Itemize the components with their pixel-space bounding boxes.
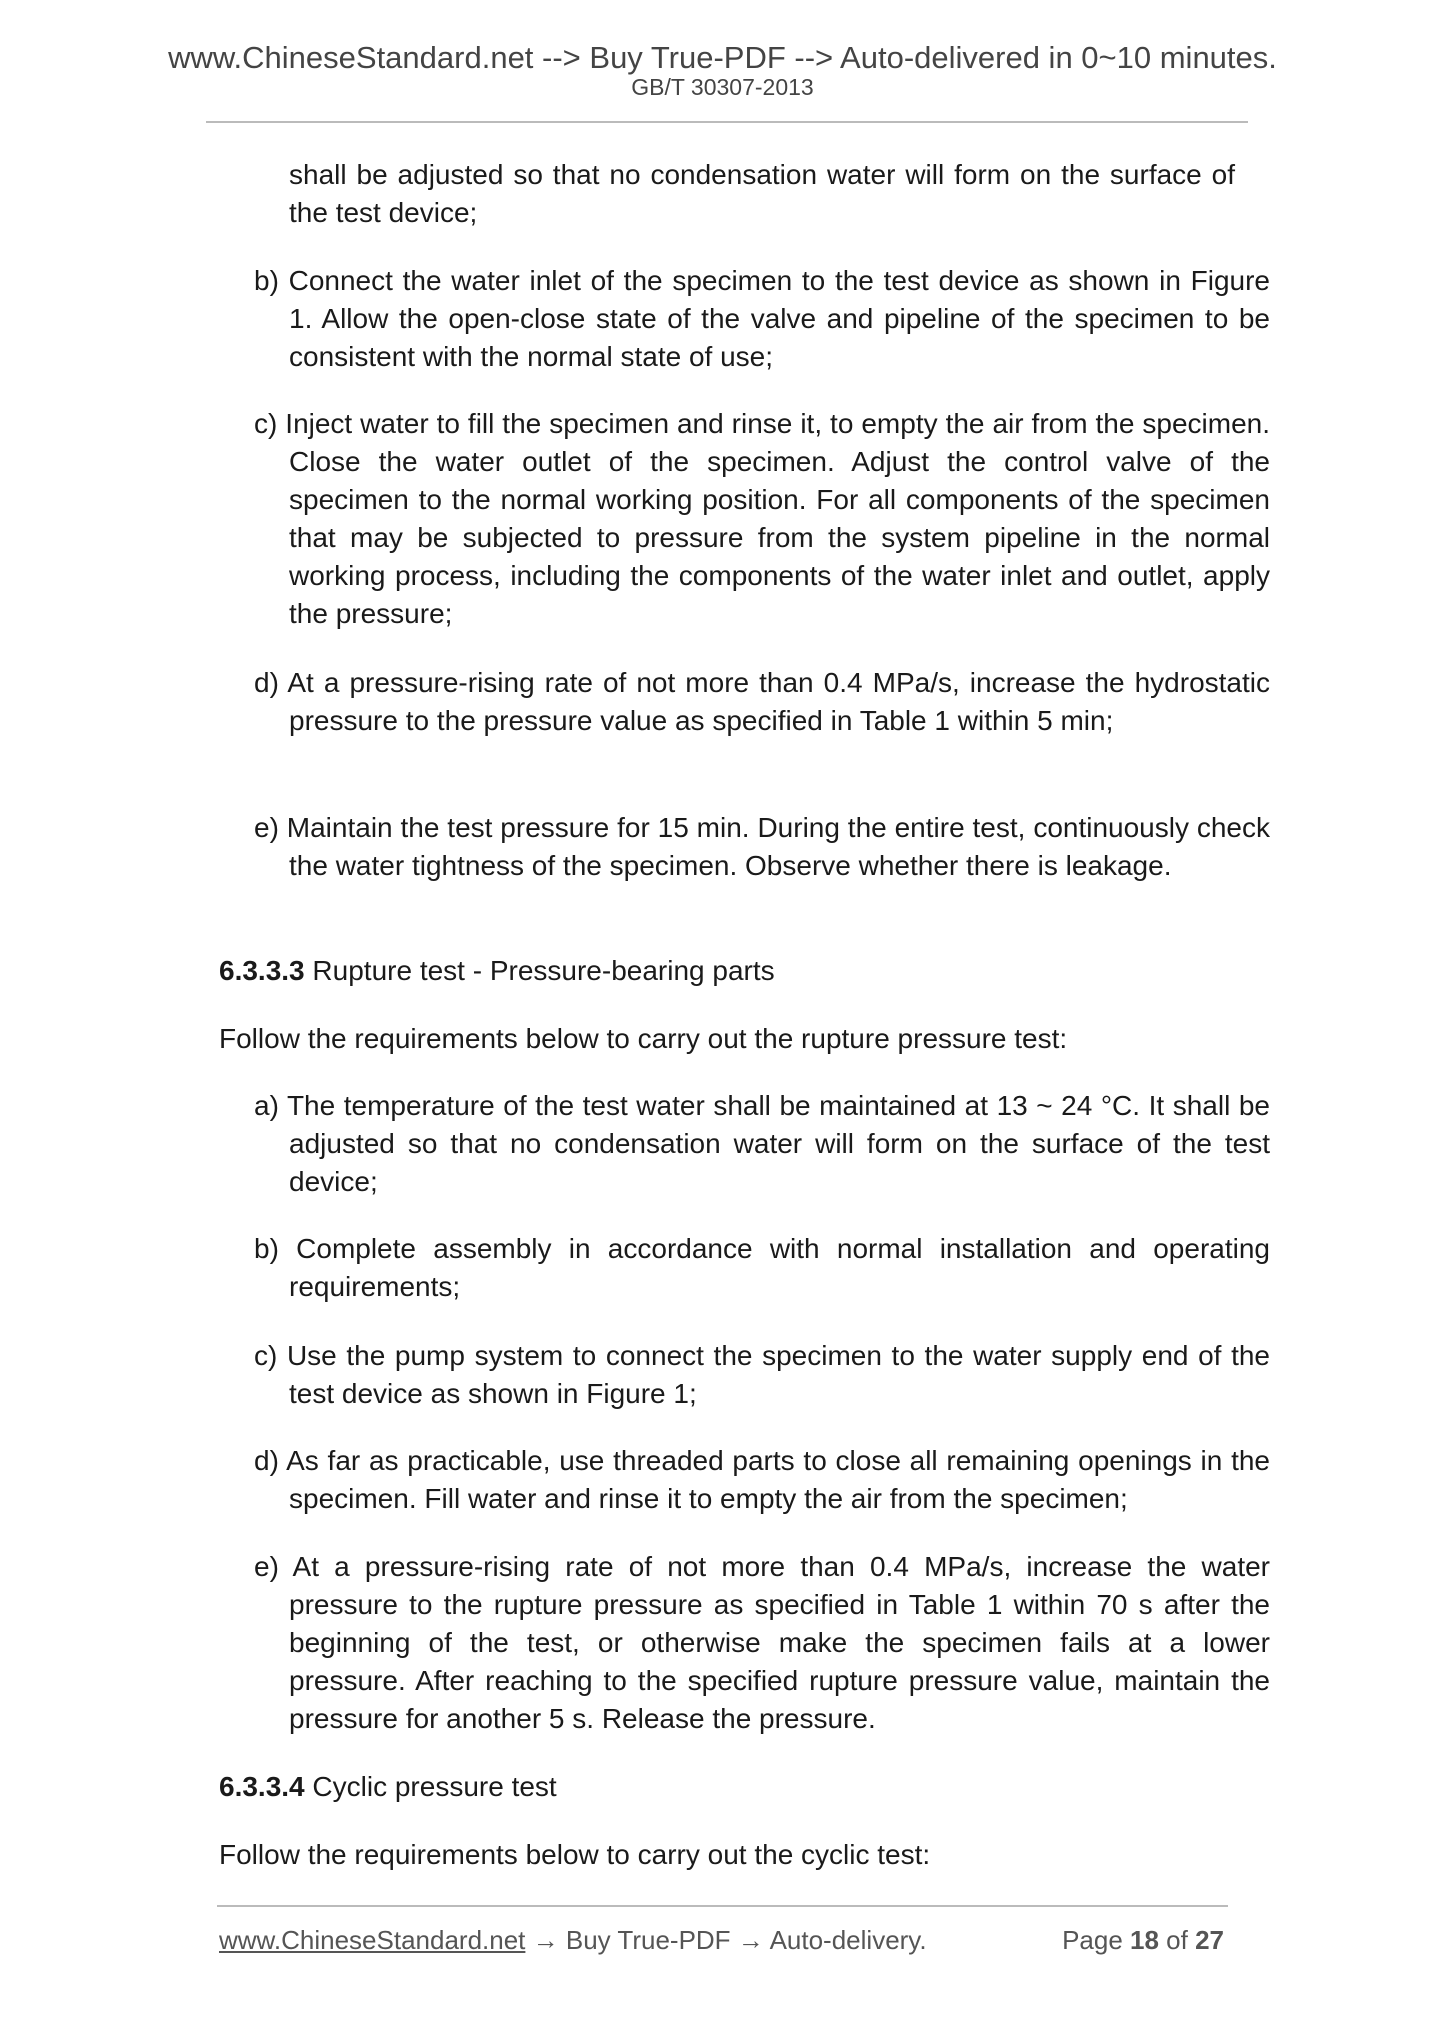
list-item: e) At a pressure-rising rate of not more than 0.4 MPa/s, increase the water pressure to the rupture pressure as specified in Table 1 within 70 s after the beginning of the test, or otherwise make the specimen fails at a lower pressure. After reaching to the specified rupture pressure value, maintain the pressure for another 5 s. Release the pressure. [254, 1551, 1270, 1734]
header-divider [206, 121, 1248, 123]
section-heading-6-3-3-4 [219, 1768, 1235, 1806]
total-pages: 27 [1195, 1925, 1224, 1955]
list-item: c) Use the pump system to connect the specimen to the water supply end of the test device as shown in Figure 1; [254, 1340, 1270, 1409]
page-label: Page [1062, 1925, 1131, 1955]
paragraph: shall be adjusted so that no condensation water will form on the surface of the test device; [289, 159, 1235, 228]
paragraph: Follow the requirements below to carry out the rupture pressure test: [219, 1023, 1068, 1054]
list-item: c) Inject water to fill the specimen and rinse it, to empty the air from the specimen. Close the water outlet of the specimen. Adjust the control valve of the specimen to the normal working position. For all components of the specimen that may be subjected to pressure from the system pipeline in the normal working process, including the components of the water inlet and outlet, apply the pressure; [254, 408, 1270, 629]
section-heading-6-3-3-3 [219, 952, 1235, 990]
of-label: of [1158, 1925, 1196, 1955]
section-number: 6.3.3.3 [219, 955, 305, 986]
page-number [1062, 1925, 1224, 1956]
paragraph: Follow the requirements below to carry out the cyclic test: [219, 1839, 931, 1870]
list-item: d) As far as practicable, use threaded parts to close all remaining openings in the specimen. Fill water and rinse it to empty the air from the specimen; [254, 1445, 1270, 1514]
list-item: e) Maintain the test pressure for 15 min. During the entire test, continuously check the water tightness of the specimen. Observe whether there is leakage. [254, 812, 1270, 881]
footer-left [219, 1925, 927, 1956]
site-link[interactable]: www.ChineseStandard.net [219, 1925, 526, 1955]
list-item: b) Complete assembly in accordance with normal installation and operating requirements; [254, 1233, 1270, 1302]
list-item: a) The temperature of the test water shall be maintained at 13 ~ 24 °C. It shall be adjusted so that no condensation water will form on the surface of the test device; [254, 1090, 1270, 1197]
section-title: Rupture test - Pressure-bearing parts [304, 955, 775, 986]
section-number: 6.3.3.4 [219, 1771, 305, 1802]
list-item: b) Connect the water inlet of the specimen to the test device as shown in Figure 1. Allow the open-close state of the valve and pipeline of the specimen to be consistent with the normal state of use; [254, 265, 1270, 372]
list-item: d) At a pressure-rising rate of not more than 0.4 MPa/s, increase the hydrostatic pressure to the pressure value as specified in Table 1 within 5 min; [254, 667, 1270, 736]
current-page: 18 [1130, 1925, 1159, 1955]
header-banner: www.ChineseStandard.net --> Buy True-PDF --> Auto-delivered in 0~10 minutes. [168, 40, 1277, 75]
section-title: Cyclic pressure test [304, 1771, 557, 1802]
document-id: GB/T 30307-2013 [631, 74, 814, 100]
footer-divider [217, 1905, 1228, 1907]
footer-text: → Buy True-PDF → Auto-delivery. [525, 1925, 927, 1955]
